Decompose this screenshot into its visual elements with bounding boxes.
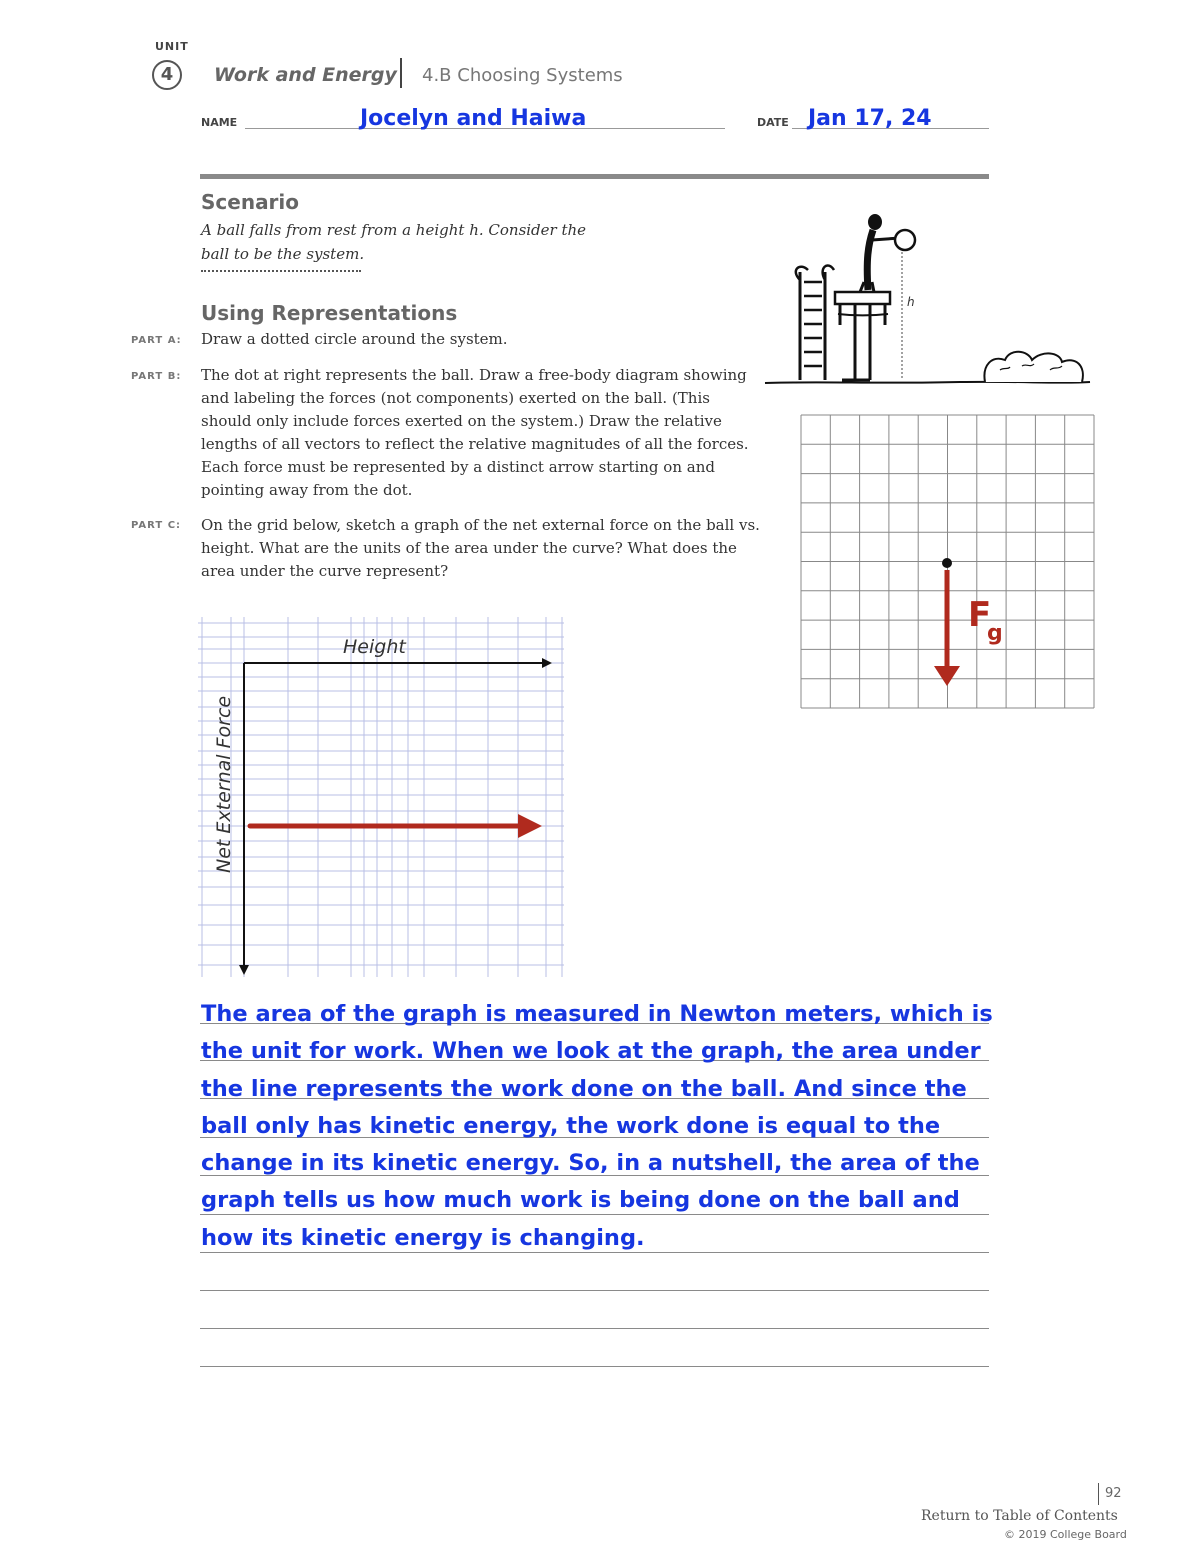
footer-divider: [1098, 1483, 1099, 1505]
force-height-graph[interactable]: [196, 615, 568, 983]
section-title: 4.B Choosing Systems: [422, 65, 623, 86]
part-b-text: The dot at right represents the ball. Draw a free-body diagram showing and labeling the forces (not components) exerted on the ball. (This should only include forces exerted on the system.) Draw the relative lengths of all vectors to reflect the relative magnitudes of all the forces. Each force must be represented by a distinct arrow starting on and pointing away from the dot.: [201, 366, 749, 499]
name-field[interactable]: Jocelyn and Haiwa: [360, 106, 587, 131]
name-label: NAME: [201, 116, 238, 129]
unit-title: Work and Energy: [214, 64, 397, 86]
force-subscript: g: [987, 621, 1003, 646]
scenario-text: A ball falls from rest from a height h. Consider the ball to be the system.: [201, 221, 587, 263]
date-label: DATE: [757, 116, 789, 129]
part-c-text: On the grid below, sketch a graph of the net external force on the ball vs. height. What are the units of the area under the curve? What does the area under the curve represent?: [201, 516, 760, 580]
date-field[interactable]: Jan 17, 24: [808, 106, 932, 131]
ball-drop-illustration: [760, 210, 1095, 390]
handwritten-answer[interactable]: The area of the graph is measured in Newton meters, which is the unit for work. When we look at the graph, the area under the line represents the work done on the ball. And since the ball only has kinetic energy, the work done is equal to the change in its kinetic energy. So, in a nutshell, the area of the graph tells us how much work is being done on the ball and how its kinetic energy is changing.: [201, 1001, 993, 1251]
answer-line: [200, 1366, 989, 1367]
header-divider: [400, 58, 402, 88]
part-a-label: PART A:: [131, 335, 182, 346]
net-force-arrowhead: [518, 814, 542, 838]
dotted-divider: [201, 270, 361, 272]
gravity-arrowhead: [934, 666, 960, 686]
y-axis-label: Net External Force: [213, 695, 235, 873]
unit-number-badge: 4: [152, 60, 182, 90]
answer-line: [200, 1328, 989, 1329]
part-b-label: PART B:: [131, 371, 182, 382]
part-c-label: PART C:: [131, 520, 182, 531]
answer-line: [200, 1290, 989, 1291]
page-number: 92: [1105, 1486, 1122, 1501]
x-axis-label: Height: [343, 636, 406, 658]
part-a-text: Draw a dotted circle around the system.: [201, 330, 508, 348]
table-of-contents-link[interactable]: Return to Table of Contents: [921, 1508, 1118, 1524]
copyright: © 2019 College Board: [1004, 1528, 1127, 1541]
header-rule: [200, 174, 989, 179]
scenario-heading: Scenario: [201, 190, 300, 214]
force-label: F: [968, 595, 992, 635]
height-label: h: [907, 295, 915, 309]
free-body-diagram-grid[interactable]: [800, 414, 1095, 712]
unit-label: UNIT: [155, 40, 189, 53]
ball-dot: [942, 558, 952, 568]
representations-heading: Using Representations: [201, 301, 458, 325]
